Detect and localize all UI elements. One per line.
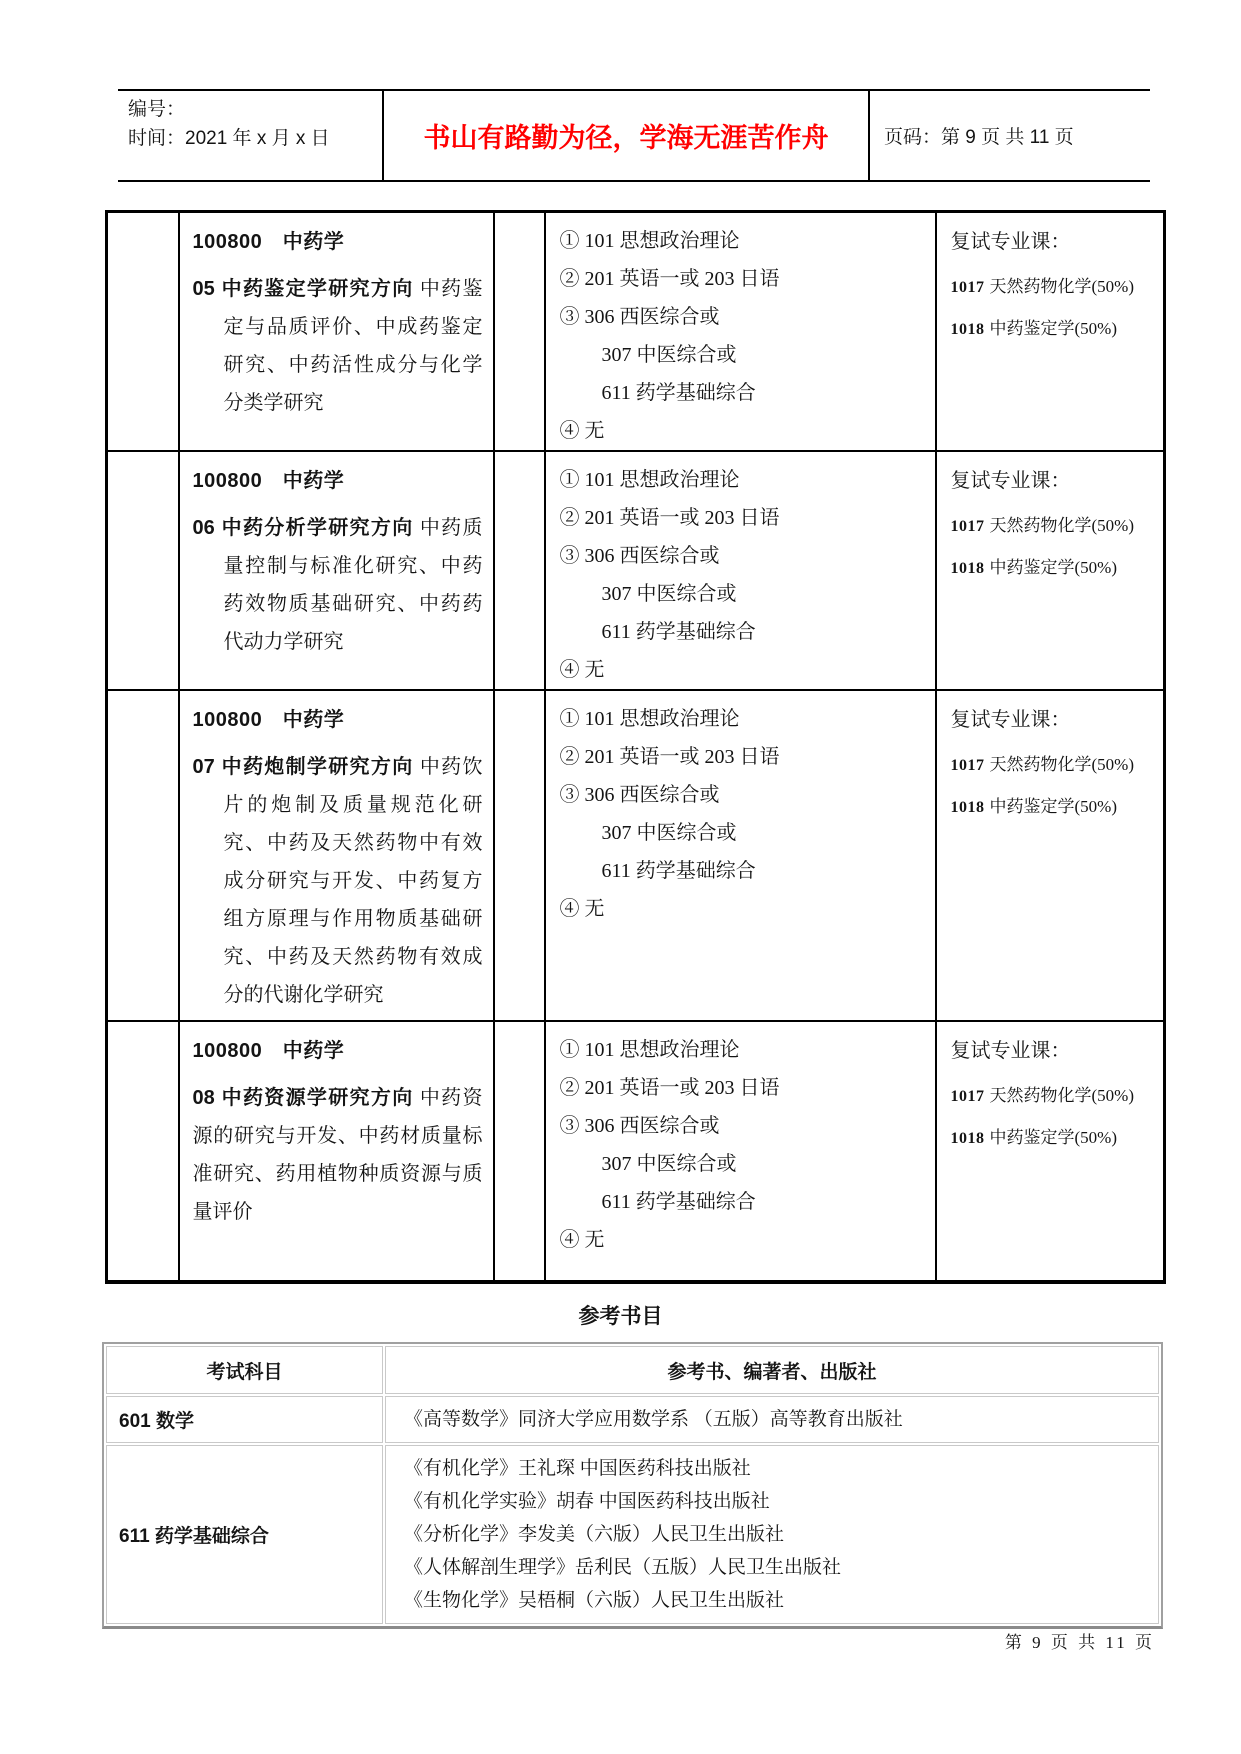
exam-item: 611 药学基础综合 bbox=[601, 1191, 756, 1213]
exam-item: ③ 306 西医综合或 bbox=[559, 545, 720, 567]
exam-item: ② 201 英语一或 203 日语 bbox=[559, 268, 780, 290]
direction-paragraph bbox=[193, 748, 483, 1014]
resit-course-name: 天然药物化学(50%) bbox=[989, 277, 1134, 296]
books-cell bbox=[385, 1445, 1159, 1624]
exam-item: ② 201 英语一或 203 日语 bbox=[559, 507, 780, 529]
left-spacer-cell bbox=[107, 690, 179, 1021]
exam-item: ④ 无 bbox=[559, 1229, 605, 1251]
resit-course bbox=[951, 515, 1160, 538]
exam-item: ④ 无 bbox=[559, 420, 605, 442]
exam-item: 307 中医综合或 bbox=[601, 822, 737, 844]
exam-item: ③ 306 西医综合或 bbox=[559, 784, 720, 806]
left-spacer-cell bbox=[107, 1021, 179, 1282]
book-entry: 《生物化学》吴梧桐（六版）人民卫生出版社 bbox=[404, 1590, 785, 1611]
resit-label: 复试专业课： bbox=[950, 231, 1071, 253]
table-row-direction-07 bbox=[107, 690, 1165, 1021]
resit-label: 复试专业课： bbox=[950, 470, 1071, 492]
mid-spacer-cell bbox=[494, 1021, 545, 1282]
resit-course bbox=[951, 1127, 1160, 1150]
exam-item: 307 中医综合或 bbox=[601, 583, 737, 605]
direction-desc: 中药质量控制与标准化研究、中药药效物质基础研究、中药药代动力学研究 bbox=[223, 517, 483, 653]
motto-text: 书山有路勤为径，学海无涯苦作舟 bbox=[423, 123, 829, 153]
resit-course bbox=[951, 276, 1160, 299]
doc-date-line: 时间：2021 年 x 月 x 日 bbox=[128, 128, 330, 149]
direction-cell bbox=[179, 451, 494, 690]
resit-course-name: 中药鉴定学(50%) bbox=[989, 1128, 1117, 1147]
direction-desc: 中药资源的研究与开发、中药材质量标准研究、药用植物种质资源与质量评价 bbox=[192, 1087, 483, 1223]
mid-spacer-cell bbox=[494, 212, 545, 452]
subject-cell: 601 数学 bbox=[106, 1396, 383, 1443]
direction-paragraph bbox=[193, 509, 483, 661]
table-row-direction-05 bbox=[107, 212, 1165, 452]
resit-course-code: 1018 bbox=[950, 321, 985, 338]
resit-course-name: 中药鉴定学(50%) bbox=[989, 797, 1117, 816]
exam-item: 307 中医综合或 bbox=[601, 1153, 737, 1175]
subject-cell: 611 药学基础综合 bbox=[106, 1445, 383, 1624]
program-title: 100800 中药学 bbox=[192, 709, 345, 731]
exam-item: ③ 306 西医综合或 bbox=[559, 1115, 720, 1137]
header-motto-cell bbox=[382, 91, 870, 180]
book-entry: 《有机化学》王礼琛 中国医药科技出版社 bbox=[404, 1458, 751, 1479]
direction-title: 08 中药资源学研究方向 bbox=[192, 1087, 414, 1109]
direction-desc: 中药饮片的炮制及质量规范化研究、中药及天然药物中有效成分研究与开发、中药复方组方原理与作用物质基础研究、中药及天然药物有效成分的代谢化学研究 bbox=[223, 756, 483, 1006]
books-cell bbox=[385, 1396, 1159, 1443]
column-header-subject: 考试科目 bbox=[106, 1346, 383, 1394]
header-meta-cell bbox=[118, 91, 382, 180]
doc-number-label: 编号： bbox=[128, 99, 186, 120]
book-entry: 《有机化学实验》胡春 中国医药科技出版社 bbox=[404, 1491, 770, 1512]
left-spacer-cell bbox=[107, 451, 179, 690]
resit-course bbox=[951, 318, 1160, 341]
resit-course-code: 1017 bbox=[950, 1088, 985, 1105]
exam-item: ① 101 思想政治理论 bbox=[559, 230, 740, 252]
exam-subjects-cell bbox=[545, 690, 936, 1021]
resit-course bbox=[951, 796, 1160, 819]
resit-cell bbox=[936, 1021, 1165, 1282]
resit-course-name: 天然药物化学(50%) bbox=[989, 516, 1134, 535]
book-entry: 《高等数学》同济大学应用数学系 （五版）高等教育出版社 bbox=[404, 1409, 903, 1430]
resit-label: 复试专业课： bbox=[950, 709, 1071, 731]
page-header bbox=[118, 89, 1150, 182]
direction-cell bbox=[179, 690, 494, 1021]
admissions-table bbox=[105, 210, 1166, 1284]
resit-course-code: 1018 bbox=[950, 1130, 985, 1147]
resit-course-name: 中药鉴定学(50%) bbox=[989, 319, 1117, 338]
direction-desc: 中药鉴定与品质评价、中成药鉴定研究、中药活性成分与化学分类学研究 bbox=[223, 278, 483, 414]
page-number-text: 页码：第 9 页 共 11 页 bbox=[884, 127, 1074, 148]
reference-books-table bbox=[102, 1342, 1163, 1629]
resit-course-name: 中药鉴定学(50%) bbox=[989, 558, 1117, 577]
mid-spacer-cell bbox=[494, 690, 545, 1021]
column-header-books: 参考书、编著者、出版社 bbox=[385, 1346, 1159, 1394]
exam-item: ① 101 思想政治理论 bbox=[559, 469, 740, 491]
exam-item: ③ 306 西医综合或 bbox=[559, 306, 720, 328]
program-title: 100800 中药学 bbox=[192, 470, 345, 492]
exam-subjects-cell bbox=[545, 212, 936, 452]
resit-course-code: 1018 bbox=[950, 560, 985, 577]
resit-course-code: 1017 bbox=[950, 518, 985, 535]
direction-paragraph bbox=[193, 1079, 483, 1231]
exam-item: ② 201 英语一或 203 日语 bbox=[559, 1077, 780, 1099]
direction-title: 06 中药分析学研究方向 bbox=[192, 517, 414, 539]
exam-item: 611 药学基础综合 bbox=[601, 382, 756, 404]
direction-title: 07 中药炮制学研究方向 bbox=[192, 756, 414, 778]
exam-item: 611 药学基础综合 bbox=[601, 621, 756, 643]
book-entry: 《分析化学》李发美（六版）人民卫生出版社 bbox=[404, 1524, 785, 1545]
program-title: 100800 中药学 bbox=[192, 1040, 345, 1062]
direction-cell bbox=[179, 212, 494, 452]
resit-course-code: 1017 bbox=[950, 279, 985, 296]
direction-title: 05 中药鉴定学研究方向 bbox=[192, 278, 414, 300]
exam-subjects-cell bbox=[545, 1021, 936, 1282]
resit-course bbox=[951, 754, 1160, 777]
resit-course-name: 天然药物化学(50%) bbox=[989, 1086, 1134, 1105]
resit-cell bbox=[936, 451, 1165, 690]
table-row-direction-06 bbox=[107, 451, 1165, 690]
exam-item: ① 101 思想政治理论 bbox=[559, 1039, 740, 1061]
left-spacer-cell bbox=[107, 212, 179, 452]
program-title: 100800 中药学 bbox=[192, 231, 345, 253]
resit-course bbox=[951, 1085, 1160, 1108]
resit-course-name: 天然药物化学(50%) bbox=[989, 755, 1134, 774]
mid-spacer-cell bbox=[494, 451, 545, 690]
resit-course-code: 1018 bbox=[950, 799, 985, 816]
exam-item: 307 中医综合或 bbox=[601, 344, 737, 366]
resit-label: 复试专业课： bbox=[950, 1040, 1071, 1062]
resit-course-code: 1017 bbox=[950, 757, 985, 774]
exam-item: ② 201 英语一或 203 日语 bbox=[559, 746, 780, 768]
exam-subjects-cell bbox=[545, 451, 936, 690]
exam-item: ① 101 思想政治理论 bbox=[559, 708, 740, 730]
exam-item: ④ 无 bbox=[559, 659, 605, 681]
exam-item: 611 药学基础综合 bbox=[601, 860, 756, 882]
header-page-cell bbox=[870, 91, 1150, 180]
reference-header-row bbox=[106, 1346, 1159, 1394]
reference-section-title: 参考书目 bbox=[578, 1305, 663, 1328]
direction-cell bbox=[179, 1021, 494, 1282]
resit-cell bbox=[936, 212, 1165, 452]
resit-course bbox=[951, 557, 1160, 580]
table-row-direction-08 bbox=[107, 1021, 1165, 1282]
book-entry: 《人体解剖生理学》岳利民（五版）人民卫生出版社 bbox=[404, 1557, 842, 1578]
reference-row-611 bbox=[106, 1445, 1159, 1624]
exam-item: ④ 无 bbox=[559, 898, 605, 920]
reference-row-601 bbox=[106, 1396, 1159, 1443]
page-footer-number: 第 9 页 共 11 页 bbox=[1004, 1633, 1155, 1652]
direction-paragraph bbox=[193, 270, 483, 422]
resit-cell bbox=[936, 690, 1165, 1021]
